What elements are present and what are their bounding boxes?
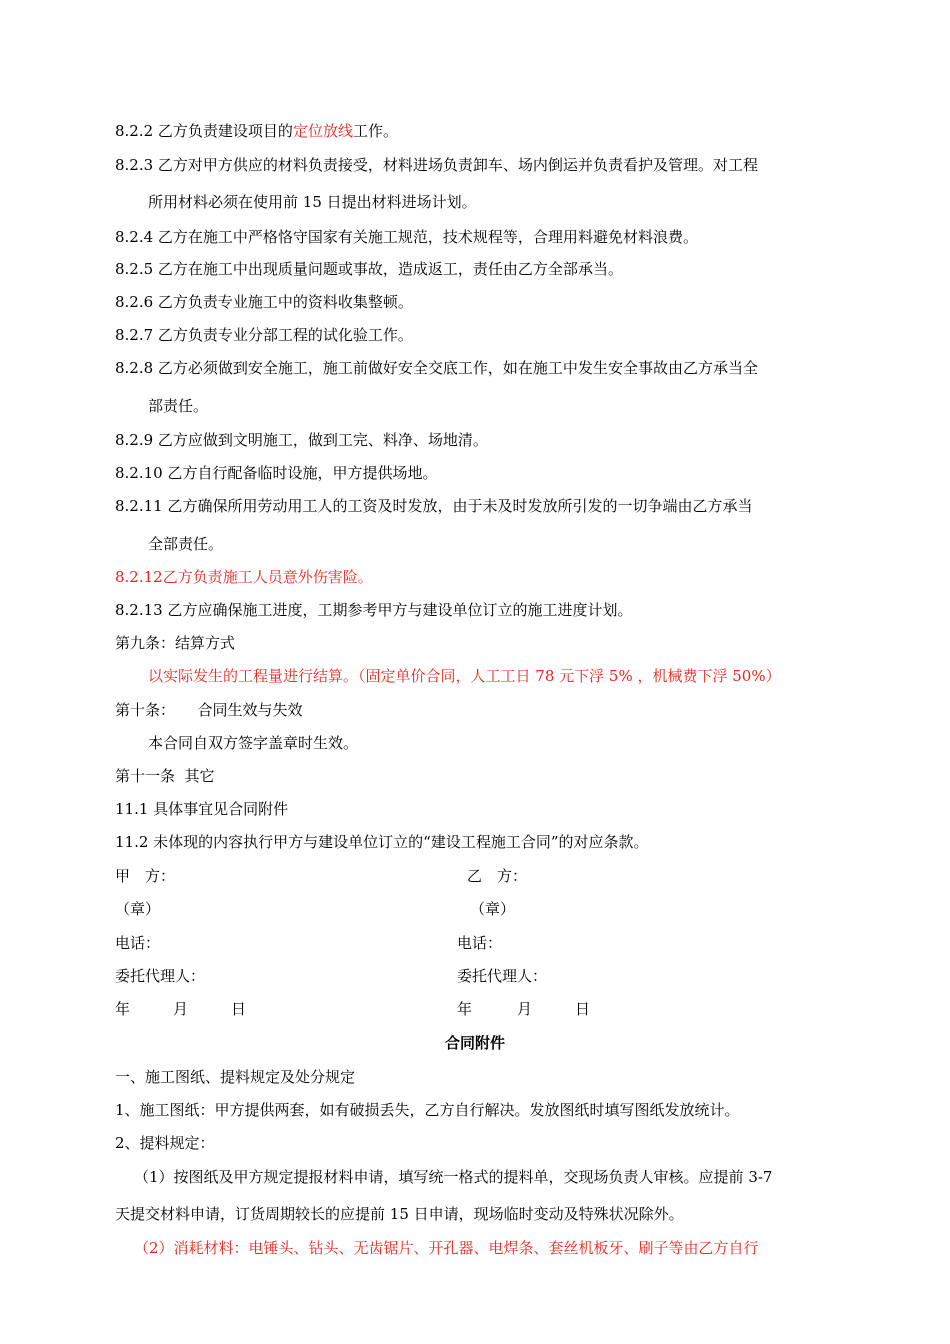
party-b-phone: 电话： <box>457 934 503 952</box>
appendix-title: 合同附件 <box>444 1034 505 1052</box>
clause-8-2-10: 8.2.10 乙方自行配备临时设施，甲方提供场地。 <box>115 464 438 482</box>
party-a-agent: 委托代理人： <box>115 967 206 985</box>
clause-8-2-11-cont: 全部责任。 <box>148 535 224 553</box>
clause-8-2-12 <box>115 566 373 588</box>
party-b-day: 日 <box>575 1000 591 1018</box>
clause-text: 8.2.2 乙方负责建设项目的 <box>115 122 293 140</box>
clause-8-2-4: 8.2.4 乙方在施工中严格恪守国家有关施工规范，技术规程等，合理用料避免材料浪费。 <box>115 228 698 246</box>
highlight-text: 定位放线 <box>292 122 353 140</box>
appendix-item-2-1-cont: 天提交材料申请，订货周期较长的应提前 15 日申请，现场临时变动及特殊状况除外。 <box>115 1205 684 1223</box>
clause-8-2-6: 8.2.6 乙方负责专业施工中的资料收集整顿。 <box>115 293 413 311</box>
party-b-seal: （章） <box>470 900 516 918</box>
clause-8-2-3: 8.2.3 乙方对甲方供应的材料负责接受，材料进场负责卸车、场内倒运并负责看护及管理。对工程 <box>115 156 758 174</box>
clause-8-2-13: 8.2.13 乙方应确保施工进度，工期参考甲方与建设单位订立的施工进度计划。 <box>115 601 633 619</box>
clause-8-2-11: 8.2.11 乙方确保所用劳动用工人的工资及时发放，由于未及时发放所引发的一切争端由乙方承当 <box>115 497 753 515</box>
appendix-item-2-1: （1）按图纸及甲方规定提报材料申请，填写统一格式的提料单，交现场负责人审核。应提前 3-7 <box>134 1168 773 1186</box>
clause-8-2-2 <box>115 120 398 142</box>
party-a-year: 年 <box>115 1000 131 1018</box>
appendix-item-2: 2、提料规定： <box>115 1134 215 1152</box>
appendix-item-1: 1、施工图纸：甲方提供两套，如有破损丢失，乙方自行解决。发放图纸时填写图纸发放统计。 <box>115 1101 740 1119</box>
party-a-month: 月 <box>173 1000 189 1018</box>
article-11-title: 第十一条 其它 <box>115 767 215 785</box>
party-b-year: 年 <box>457 1000 473 1018</box>
party-a-label: 甲 方： <box>115 867 176 885</box>
appendix-item-2-2: （2）消耗材料：电锤头、钻头、无齿锯片、开孔器、电焊条、套丝机板牙、刷子等由乙方自行 <box>134 1239 759 1257</box>
clause-text: 乙方负责施工人员意外伤害险。 <box>162 568 373 586</box>
party-a-phone: 电话： <box>115 934 161 952</box>
clause-8-2-8-cont: 部责任。 <box>148 397 209 415</box>
party-b-month: 月 <box>517 1000 533 1018</box>
clause-number: 8.2.12 <box>115 568 163 586</box>
article-11-item-2: 11.2 未体现的内容执行甲方与建设单位订立的“建设工程施工合同”的对应条款。 <box>115 833 649 851</box>
party-a-seal: （章） <box>115 900 161 918</box>
clause-text: 工作。 <box>352 122 398 140</box>
clause-8-2-8: 8.2.8 乙方必须做到安全施工，施工前做好安全交底工作，如在施工中发生安全事故由乙方承当全 <box>115 359 758 377</box>
article-11-item-1: 11.1 具体事宜见合同附件 <box>115 800 289 818</box>
party-b-label: 乙 方： <box>467 867 528 885</box>
clause-8-2-9: 8.2.9 乙方应做到文明施工，做到工完、料净、场地清。 <box>115 431 488 449</box>
clause-8-2-3-cont: 所用材料必须在使用前 15 日提出材料进场计划。 <box>148 193 477 211</box>
article-9-body: 以实际发生的工程量进行结算。（固定单价合同，人工工日 78 元下浮 5% ，机械费下浮 50%） <box>148 667 781 685</box>
article-10-body: 本合同自双方签字盖章时生效。 <box>148 734 359 752</box>
clause-8-2-7: 8.2.7 乙方负责专业分部工程的试化验工作。 <box>115 326 413 344</box>
party-b-agent: 委托代理人： <box>457 967 548 985</box>
party-a-day: 日 <box>231 1000 247 1018</box>
article-10-title: 第十条： 合同生效与失效 <box>115 701 303 719</box>
appendix-section-1: 一、施工图纸、提料规定及处分规定 <box>115 1068 356 1086</box>
clause-8-2-5: 8.2.5 乙方在施工中出现质量问题或事故，造成返工，责任由乙方全部承当。 <box>115 260 623 278</box>
article-9-title: 第九条：结算方式 <box>115 634 236 652</box>
